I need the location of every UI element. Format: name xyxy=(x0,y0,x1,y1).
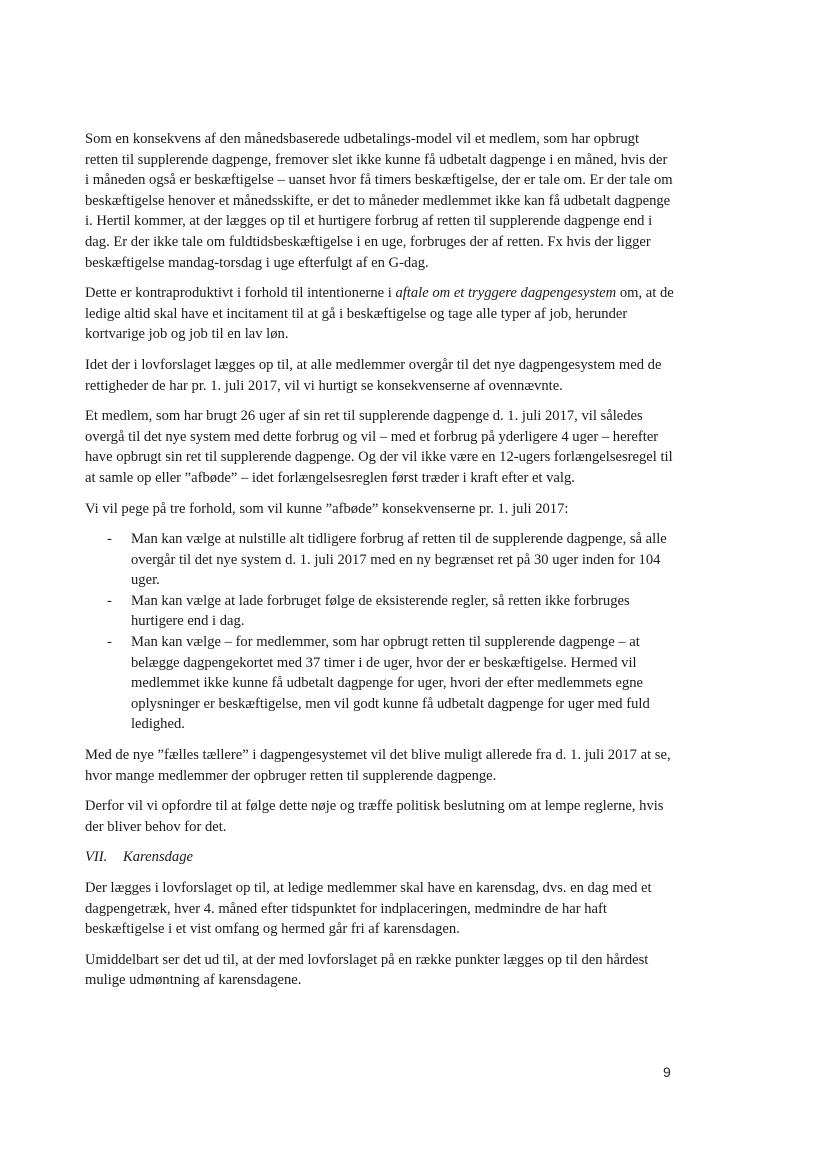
paragraph-counterproductive xyxy=(85,283,675,345)
list-item xyxy=(85,591,675,632)
paragraph-harshest-implementation: Umiddelbart ser det ud til, at der med lovforslaget på en række punkter lægges op til den hårdest mulige udmøntning af karensdagene. xyxy=(85,951,649,989)
list-item-text: Man kan vælge – for medlemmer, som har opbrugt retten til supplerende dagpenge – at belægge dagpengekortet med 37 timer i de uger, hvor der er beskæftigelse. Hermed vil medlemmet ikke kunne få udbetalt dagpenge for uger, hvori der efter medlemmets egne oplysninger er beskæftigelse, men vil godt kunne få udbetalt dagpenge for uger med fuld ledighed. xyxy=(131,634,650,733)
paragraph-example-member: Et medlem, som har brugt 26 uger af sin ret til supplerende dagpenge d. 1. juli 2017, vil således overgå til det nye system med dette forbrug og vil – med et forbrug på yderligere 4 uger – herefter have opbrugt sin ret til supplerende dagpenge. Og der vil ikke være en 12-ugers forlængelsesregel til at samle op eller ”afbøde” – idet forlængelsesreglen først træder i kraft efter et valg. xyxy=(85,408,673,486)
list-item-text: Man kan vælge at lade forbruget følge de eksisterende regler, så retten ikke forbruges hurtigere end i dag. xyxy=(131,592,630,630)
paragraph-three-options-intro: Vi vil pege på tre forhold, som vil kunne ”afbøde” konsekvenserne pr. 1. juli 2017: xyxy=(85,500,569,517)
section-title: Karensdage xyxy=(123,849,193,866)
list-item xyxy=(85,529,675,591)
list-item-text: Man kan vælge at nulstille alt tidligere forbrug af retten til de supplerende dagpenge, så alle overgår til det nye system d. 1. juli 2017 med en ny begrænset ret på 30 uger inden for 104 uger. xyxy=(131,531,667,589)
paragraph-text: om, at de ledige altid skal have et incitament til at gå i beskæftigelse og tage alle typer af job, herunder kortvarige job og job til en lav løn. xyxy=(85,285,674,343)
list-item xyxy=(85,632,675,735)
section-number: VII. xyxy=(85,849,108,866)
section-heading xyxy=(85,847,675,868)
paragraph-transition: Idet der i lovforslaget lægges op til, at alle medlemmer overgår til det nye dagpengesystem med de rettigheder de har pr. 1. juli 2017, vil vi hurtigt se konsekvenserne af ovennævnte. xyxy=(85,356,662,394)
options-list xyxy=(85,529,675,735)
paragraph-waiting-day: Der lægges i lovforslaget op til, at ledige medlemmer skal have en karensdag, dvs. en dag med et dagpengetræk, hver 4. måned efter tidspunktet for indplaceringen, medmindre de har haft beskæftigelse i et vist omfang og hermed går fri af karensdagen. xyxy=(85,880,652,938)
bullet-dash: - xyxy=(107,634,112,651)
agreement-title: aftale om et tryggere dagpengesystem xyxy=(395,285,617,302)
bullet-dash: - xyxy=(107,531,112,548)
bullet-dash: - xyxy=(107,592,112,609)
paragraph-common-counters: Med de nye ”fælles tællere” i dagpengesystemet vil det blive muligt allerede fra d. 1. juli 2017 at se, hvor mange medlemmer der opbruger retten til supplerende dagpenge. xyxy=(85,747,671,784)
paragraph-monthly-payment-model: Som en konsekvens af den månedsbaserede udbetalings-model vil et medlem, som har opbrugt retten til supplerende dagpenge, fremover slet ikke kunne få udbetalt dagpenge i en måned, hvis der i måneden også er beskæftigelse – uanset hvor få timers beskæftigelse, der er tale om. Er der tale om beskæftigelse henover et månedsskifte, er det to måneder medlemmet ikke kan få udbetalt dagpenge i. Hertil kommer, at der lægges op til et hurtigere forbrug af retten til supplerende dagpenge end i dag. Er der ikke tale om fuldtidsbeskæftigelse i en uge, forbruges der af retten. Fx hvis der ligger beskæftigelse mandag-torsdag i uge efterfulgt af en G-dag. xyxy=(85,131,673,271)
paragraph-recommendation: Derfor vil vi opfordre til at følge dette nøje og træffe politisk beslutning om at lempe reglerne, hvis der bliver behov for det. xyxy=(85,798,664,835)
document-body xyxy=(85,129,675,1001)
page-number: 9 xyxy=(663,1064,671,1080)
paragraph-text: Dette er kontraproduktivt i forhold til intentionerne i xyxy=(85,285,396,302)
